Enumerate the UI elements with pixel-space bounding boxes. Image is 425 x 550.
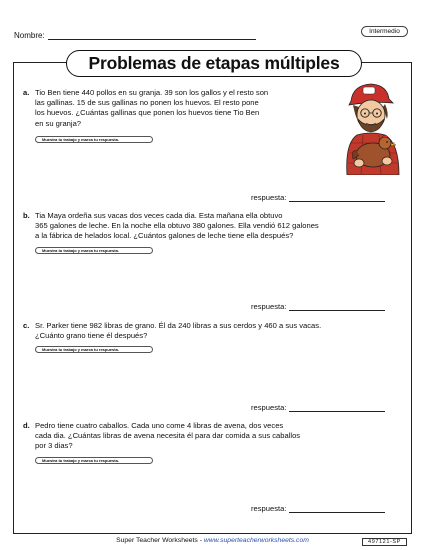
answer-input-line[interactable]	[289, 505, 385, 513]
problem-letter: c.	[23, 321, 30, 330]
answer-label: respuesta:	[251, 504, 287, 513]
problem-text	[35, 88, 268, 129]
problem-line: las gallinas. 15 de sus gallinas no ponen los huevos. El resto pone	[35, 98, 259, 108]
problem-line: en su granja?	[35, 118, 82, 128]
problem-line: ¿Cuánto grano tiene él después?	[35, 331, 148, 341]
show-work-label: Muestra tu trabajo y marca tu respuesta.	[35, 247, 153, 254]
footer-url-link[interactable]: www.superteacherworksheets.com	[203, 537, 309, 544]
answer-row-a	[251, 193, 385, 202]
name-field-row	[14, 31, 256, 40]
footer-separator: -	[197, 537, 204, 544]
answer-label: respuesta:	[251, 302, 287, 311]
problem-letter: b.	[23, 211, 30, 220]
footer-site-name: Super Teacher Worksheets	[116, 537, 198, 544]
answer-label: respuesta:	[251, 403, 287, 412]
problem-line: Tio Ben tiene 440 pollos en su granja. 39 son los gallos y el resto son	[35, 88, 269, 97]
problem-letter: d.	[23, 421, 30, 430]
show-work-label: Muestra tu trabajo y marca tu respuesta.	[35, 346, 153, 353]
problem-line: Pedro tiene cuatro caballos. Cada uno come 4 libras de avena, dos veces	[35, 421, 284, 430]
problem-line: Tia Maya ordeña sus vacas dos veces cada dia. Esta mañana ella obtuvo	[35, 211, 283, 220]
answer-input-line[interactable]	[289, 404, 385, 412]
farmer-holding-chicken-icon	[333, 79, 409, 175]
problem-text	[35, 321, 321, 341]
problem-line: Sr. Parker tiene 982 libras de grano. Él da 240 libras a sus cerdos y 460 a sus vacas.	[35, 321, 322, 330]
problem-line: por 3 dias?	[35, 441, 73, 451]
show-work-label: Muestra tu trabajo y marca tu respuesta.	[35, 457, 153, 464]
problem-line: cada dia. ¿Cuántas libras de avena necesita él para dar comida a sus caballos	[35, 431, 301, 441]
show-work-label: Muestra tu trabajo y marca tu respuesta.	[35, 136, 153, 143]
answer-label: respuesta:	[251, 193, 287, 202]
answer-row-b	[251, 302, 385, 311]
page-title: Problemas de etapas múltiples	[66, 50, 362, 77]
answer-row-c	[251, 403, 385, 412]
problem-line: los huevos. ¿Cuántas gallinas que ponen los huevos tiene Tio Ben	[35, 108, 260, 118]
answer-row-d	[251, 504, 385, 513]
problem-letter: a.	[23, 88, 30, 97]
problem-text	[35, 421, 300, 452]
answer-input-line[interactable]	[289, 194, 385, 202]
name-input-line[interactable]	[48, 32, 256, 40]
worksheet-code: 497121-SP	[362, 538, 407, 546]
answer-input-line[interactable]	[289, 303, 385, 311]
name-label: Nombre:	[14, 31, 45, 40]
problem-text	[35, 211, 319, 242]
problem-line: a la fábrica de helados local. ¿Cuántos galones de leche tiene ella después?	[35, 231, 294, 241]
level-badge: Intermedio	[361, 26, 408, 37]
problem-line: 365 galones de leche. En la noche ella obtuvo 380 galones. Ella vendió 612 galones	[35, 221, 319, 231]
